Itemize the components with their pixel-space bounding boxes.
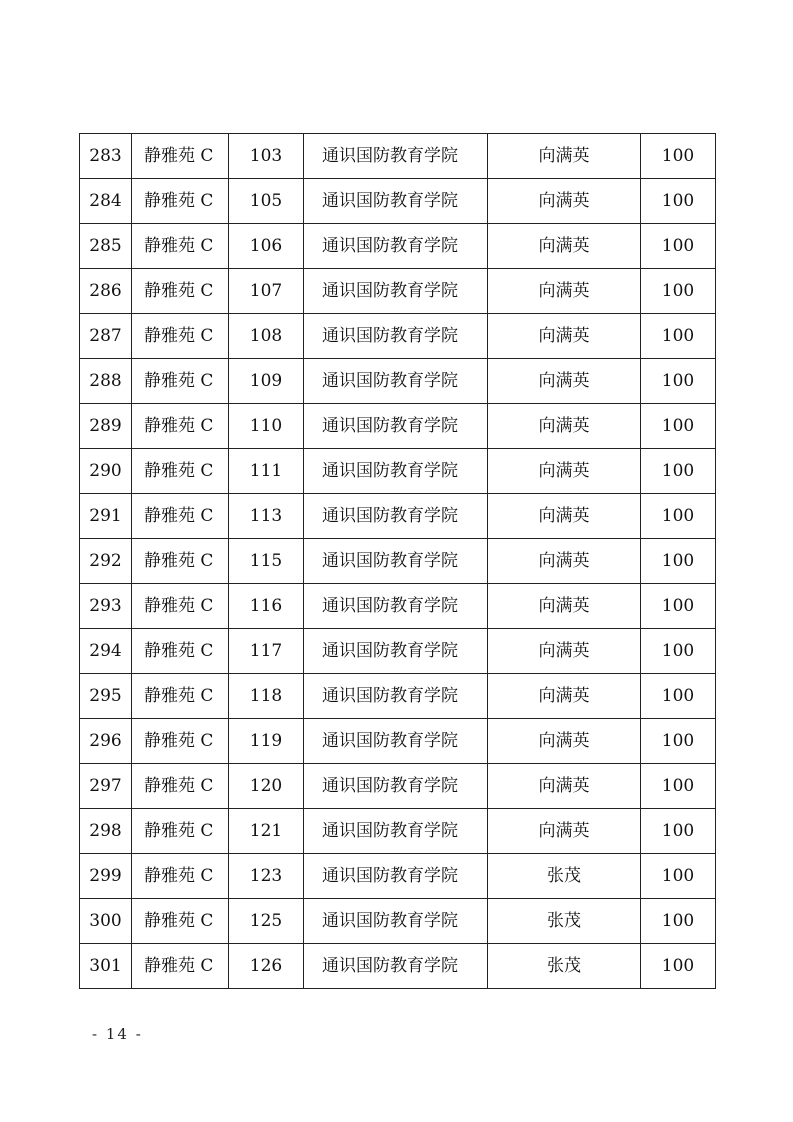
building-cell: 静雅苑 C [132,449,229,494]
score-cell: 100 [641,494,716,539]
inspector-name-cell: 向满英 [488,134,641,179]
inspector-name-cell: 张茂 [488,899,641,944]
table-row [80,404,716,449]
room-number-cell: 118 [229,674,304,719]
building-cell: 静雅苑 C [132,944,229,989]
score-cell: 100 [641,314,716,359]
table-row [80,359,716,404]
college-cell: 通识国防教育学院 [304,539,488,584]
inspector-name-cell: 向满英 [488,404,641,449]
table-row [80,944,716,989]
row-index-cell: 298 [80,809,132,854]
inspector-name-cell: 向满英 [488,584,641,629]
college-cell: 通识国防教育学院 [304,449,488,494]
table-row [80,584,716,629]
college-cell: 通识国防教育学院 [304,179,488,224]
score-cell: 100 [641,134,716,179]
inspector-name-cell: 向满英 [488,179,641,224]
score-cell: 100 [641,899,716,944]
score-cell: 100 [641,944,716,989]
college-cell: 通识国防教育学院 [304,359,488,404]
college-cell: 通识国防教育学院 [304,809,488,854]
inspector-name-cell: 向满英 [488,629,641,674]
college-cell: 通识国防教育学院 [304,629,488,674]
table-row [80,899,716,944]
row-index-cell: 297 [80,764,132,809]
building-cell: 静雅苑 C [132,539,229,584]
college-cell: 通识国防教育学院 [304,584,488,629]
table-row [80,449,716,494]
score-cell: 100 [641,854,716,899]
row-index-cell: 301 [80,944,132,989]
row-index-cell: 288 [80,359,132,404]
row-index-cell: 294 [80,629,132,674]
room-number-cell: 103 [229,134,304,179]
room-number-cell: 120 [229,764,304,809]
room-number-cell: 125 [229,899,304,944]
row-index-cell: 292 [80,539,132,584]
building-cell: 静雅苑 C [132,404,229,449]
college-cell: 通识国防教育学院 [304,944,488,989]
college-cell: 通识国防教育学院 [304,224,488,269]
row-index-cell: 290 [80,449,132,494]
inspector-name-cell: 向满英 [488,674,641,719]
row-index-cell: 289 [80,404,132,449]
building-cell: 静雅苑 C [132,629,229,674]
inspector-name-cell: 向满英 [488,314,641,359]
room-number-cell: 117 [229,629,304,674]
row-index-cell: 285 [80,224,132,269]
row-index-cell: 291 [80,494,132,539]
college-cell: 通识国防教育学院 [304,494,488,539]
table-row [80,179,716,224]
inspector-name-cell: 向满英 [488,719,641,764]
table-row [80,134,716,179]
inspector-name-cell: 向满英 [488,494,641,539]
inspector-name-cell: 张茂 [488,944,641,989]
score-cell: 100 [641,674,716,719]
room-number-cell: 111 [229,449,304,494]
table-row [80,314,716,359]
score-cell: 100 [641,764,716,809]
table-row [80,764,716,809]
college-cell: 通识国防教育学院 [304,134,488,179]
score-cell: 100 [641,539,716,584]
score-cell: 100 [641,269,716,314]
row-index-cell: 295 [80,674,132,719]
inspector-name-cell: 向满英 [488,539,641,584]
building-cell: 静雅苑 C [132,494,229,539]
college-cell: 通识国防教育学院 [304,719,488,764]
building-cell: 静雅苑 C [132,809,229,854]
row-index-cell: 287 [80,314,132,359]
college-cell: 通识国防教育学院 [304,899,488,944]
college-cell: 通识国防教育学院 [304,764,488,809]
room-number-cell: 113 [229,494,304,539]
row-index-cell: 299 [80,854,132,899]
table-row [80,269,716,314]
score-cell: 100 [641,719,716,764]
inspector-name-cell: 向满英 [488,449,641,494]
building-cell: 静雅苑 C [132,899,229,944]
room-number-cell: 105 [229,179,304,224]
building-cell: 静雅苑 C [132,269,229,314]
building-cell: 静雅苑 C [132,854,229,899]
room-number-cell: 116 [229,584,304,629]
row-index-cell: 283 [80,134,132,179]
room-number-cell: 108 [229,314,304,359]
inspector-name-cell: 向满英 [488,764,641,809]
college-cell: 通识国防教育学院 [304,404,488,449]
building-cell: 静雅苑 C [132,584,229,629]
table-row [80,224,716,269]
room-number-cell: 106 [229,224,304,269]
building-cell: 静雅苑 C [132,224,229,269]
room-number-cell: 115 [229,539,304,584]
table-row [80,719,716,764]
row-index-cell: 296 [80,719,132,764]
college-cell: 通识国防教育学院 [304,854,488,899]
row-index-cell: 300 [80,899,132,944]
score-cell: 100 [641,584,716,629]
score-cell: 100 [641,224,716,269]
score-cell: 100 [641,404,716,449]
score-cell: 100 [641,359,716,404]
building-cell: 静雅苑 C [132,314,229,359]
score-cell: 100 [641,179,716,224]
room-number-cell: 126 [229,944,304,989]
room-number-cell: 110 [229,404,304,449]
building-cell: 静雅苑 C [132,674,229,719]
building-cell: 静雅苑 C [132,719,229,764]
table-body [80,134,716,989]
row-index-cell: 293 [80,584,132,629]
building-cell: 静雅苑 C [132,134,229,179]
inspector-name-cell: 向满英 [488,809,641,854]
table-row [80,629,716,674]
table-row [80,809,716,854]
building-cell: 静雅苑 C [132,179,229,224]
table-row [80,494,716,539]
college-cell: 通识国防教育学院 [304,314,488,359]
inspector-name-cell: 张茂 [488,854,641,899]
table-row [80,539,716,584]
room-number-cell: 109 [229,359,304,404]
table-row [80,674,716,719]
score-cell: 100 [641,629,716,674]
dorm-score-table [79,133,716,989]
page-number: - 14 - [92,1025,143,1043]
room-number-cell: 107 [229,269,304,314]
inspector-name-cell: 向满英 [488,359,641,404]
row-index-cell: 286 [80,269,132,314]
inspector-name-cell: 向满英 [488,224,641,269]
score-cell: 100 [641,809,716,854]
table-row [80,854,716,899]
room-number-cell: 119 [229,719,304,764]
score-cell: 100 [641,449,716,494]
row-index-cell: 284 [80,179,132,224]
college-cell: 通识国防教育学院 [304,269,488,314]
inspector-name-cell: 向满英 [488,269,641,314]
room-number-cell: 121 [229,809,304,854]
college-cell: 通识国防教育学院 [304,674,488,719]
room-number-cell: 123 [229,854,304,899]
building-cell: 静雅苑 C [132,764,229,809]
building-cell: 静雅苑 C [132,359,229,404]
